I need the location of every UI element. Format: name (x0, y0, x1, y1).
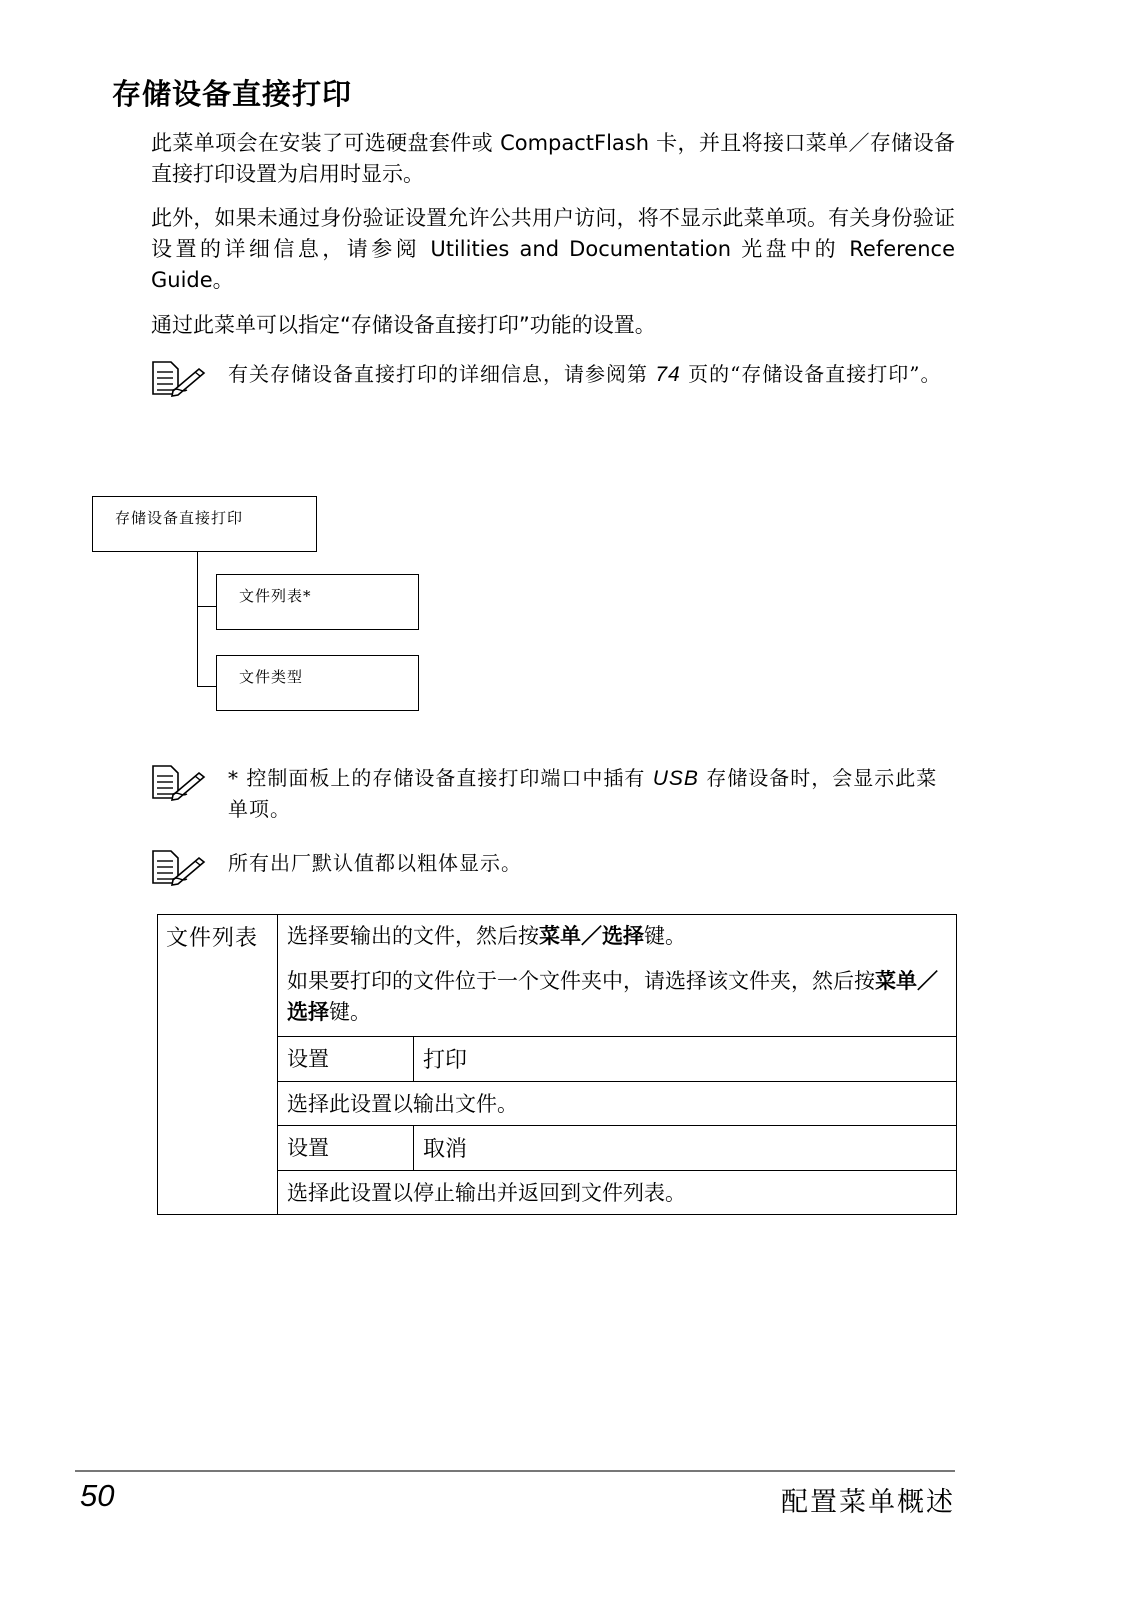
note-pencil-icon (151, 763, 207, 801)
diagram-child-file-type (216, 655, 419, 711)
diagram-child-label: 文件类型 (239, 668, 304, 686)
footer-divider (75, 1470, 955, 1472)
option-description: 选择此设置以停止输出并返回到文件列表。 (287, 1181, 686, 1205)
desc2-text-end: 键。 (329, 1000, 371, 1024)
note3-text: 所有出厂默认值都以粗体显示。 (228, 851, 522, 875)
note2-text-pre: * 控制面板上的存储设备直接打印端口中插有 (228, 766, 653, 790)
note2-text-post: 存储设备时，会显示此菜单项。 (228, 766, 938, 821)
table-options (278, 1037, 957, 1215)
note1-page-ref[interactable]: 74 (655, 363, 681, 386)
note-pencil-icon (151, 848, 207, 886)
desc1-key: 菜单／选择 (539, 924, 644, 948)
paragraph-2: 此外，如果未通过身份验证设置允许公共用户访问，将不显示此菜单项。有关身份验证设置的详细信息，请参阅 Utilities and Documentation 光盘中的 Reference Guide。 (151, 206, 955, 292)
diagram-child-label: 文件列表* (239, 587, 312, 605)
table-item-description (278, 915, 957, 1037)
note-reference (151, 359, 955, 390)
option-label: 设置 (278, 1037, 414, 1082)
table-item-name: 文件列表 (158, 915, 278, 1215)
option-desc-row (278, 1082, 956, 1126)
page-heading: 存储设备直接打印 (112, 77, 353, 111)
option-value: 取消 (414, 1126, 957, 1171)
option-row (278, 1126, 956, 1171)
option-description: 选择此设置以输出文件。 (278, 1082, 956, 1126)
diagram-connector-1 (197, 606, 217, 607)
diagram-root-label: 存储设备直接打印 (115, 509, 244, 527)
desc2-text: 如果要打印的文件位于一个文件夹中，请选择该文件夹，然后按 (287, 969, 875, 993)
diagram-root-box (92, 496, 317, 552)
option-label: 设置 (278, 1126, 414, 1171)
diagram-connector-2 (197, 686, 217, 687)
note1-text-post: 页的“存储设备直接打印”。 (680, 362, 942, 386)
paragraph-1: 此菜单项会在安装了可选硬盘套件或 CompactFlash 卡，并且将接口菜单／存储设备直接打印设置为启用时显示。 (151, 131, 955, 186)
footer-title: 配置菜单概述 (781, 1487, 955, 1518)
desc1-text: 选择要输出的文件，然后按 (287, 924, 539, 948)
note-pencil-icon (151, 359, 207, 397)
desc2-key: 菜单／选择 (287, 969, 938, 1024)
diagram-child-file-list (216, 574, 419, 630)
note-usb (151, 763, 955, 825)
paragraph-3: 通过此菜单可以指定“存储设备直接打印”功能的设置。 (151, 313, 656, 337)
option-desc-row (278, 1171, 956, 1215)
settings-table (157, 914, 957, 1215)
option-row (278, 1037, 956, 1082)
option-value: 打印 (414, 1037, 957, 1082)
note-defaults (151, 848, 955, 879)
diagram-connector-vertical (197, 552, 198, 686)
desc1-text-end: 键。 (644, 924, 686, 948)
page-number: 50 (80, 1478, 115, 1513)
note2-usb: USB (652, 767, 699, 790)
note1-text-pre: 有关存储设备直接打印的详细信息，请参阅第 (228, 362, 656, 386)
